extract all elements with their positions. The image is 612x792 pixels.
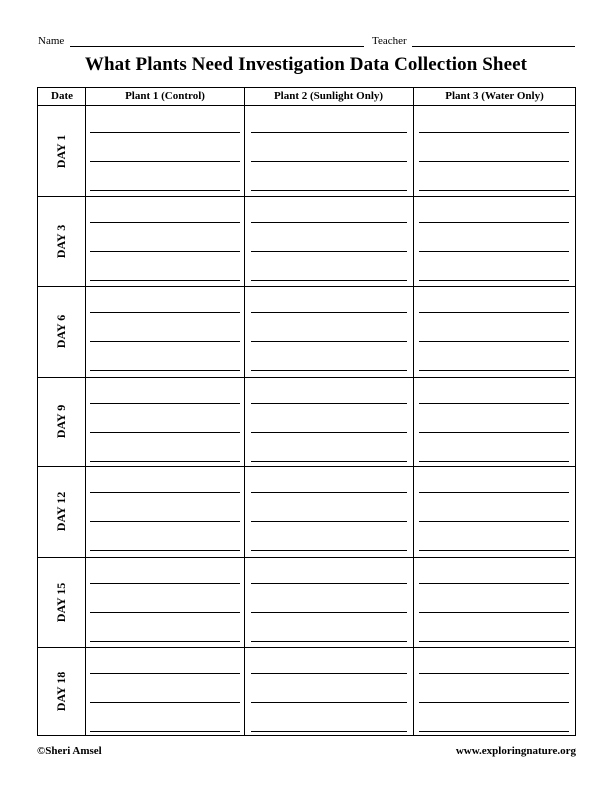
column-header-plant-3: Plant 3 (Water Only)	[445, 90, 544, 102]
writing-line[interactable]	[251, 461, 407, 462]
column-header-date: Date	[51, 90, 73, 102]
writing-line[interactable]	[90, 673, 240, 674]
writing-line[interactable]	[419, 521, 569, 522]
writing-line[interactable]	[251, 521, 407, 522]
writing-line[interactable]	[251, 583, 407, 584]
website-link[interactable]: www.exploringnature.org	[455, 745, 576, 757]
name-label: Name	[38, 35, 65, 47]
writing-line[interactable]	[419, 641, 569, 642]
writing-line[interactable]	[419, 403, 569, 404]
row-divider	[38, 647, 575, 648]
row-label-day-3: DAY 3	[54, 224, 69, 258]
teacher-field[interactable]	[412, 46, 575, 47]
writing-line[interactable]	[90, 403, 240, 404]
writing-line[interactable]	[419, 492, 569, 493]
writing-line[interactable]	[419, 731, 569, 732]
writing-line[interactable]	[90, 132, 240, 133]
writing-line[interactable]	[90, 641, 240, 642]
writing-line[interactable]	[251, 280, 407, 281]
writing-line[interactable]	[251, 673, 407, 674]
writing-line[interactable]	[90, 251, 240, 252]
header-line	[38, 33, 578, 49]
writing-line[interactable]	[251, 550, 407, 551]
writing-line[interactable]	[251, 251, 407, 252]
writing-line[interactable]	[251, 731, 407, 732]
writing-line[interactable]	[90, 702, 240, 703]
row-divider	[38, 286, 575, 287]
row-label-day-9: DAY 9	[54, 404, 69, 439]
writing-line[interactable]	[251, 612, 407, 613]
writing-line[interactable]	[419, 190, 569, 191]
writing-line[interactable]	[251, 222, 407, 223]
writing-line[interactable]	[251, 370, 407, 371]
row-divider	[38, 377, 575, 378]
writing-line[interactable]	[419, 280, 569, 281]
writing-line[interactable]	[251, 312, 407, 313]
writing-line[interactable]	[251, 641, 407, 642]
writing-line[interactable]	[251, 492, 407, 493]
teacher-label: Teacher	[372, 35, 407, 47]
writing-line[interactable]	[90, 583, 240, 584]
data-table	[37, 87, 576, 736]
writing-line[interactable]	[419, 461, 569, 462]
row-label-day-18: DAY 18	[54, 671, 69, 712]
writing-line[interactable]	[419, 702, 569, 703]
writing-line[interactable]	[90, 370, 240, 371]
writing-line[interactable]	[419, 312, 569, 313]
writing-line[interactable]	[251, 190, 407, 191]
writing-line[interactable]	[90, 461, 240, 462]
writing-line[interactable]	[90, 731, 240, 732]
writing-line[interactable]	[251, 132, 407, 133]
writing-line[interactable]	[419, 251, 569, 252]
writing-line[interactable]	[90, 280, 240, 281]
writing-line[interactable]	[419, 370, 569, 371]
row-label-day-6: DAY 6	[54, 314, 69, 349]
writing-line[interactable]	[90, 492, 240, 493]
column-divider	[413, 88, 414, 735]
writing-line[interactable]	[90, 222, 240, 223]
writing-line[interactable]	[419, 161, 569, 162]
row-divider	[38, 466, 575, 467]
writing-line[interactable]	[251, 161, 407, 162]
writing-line[interactable]	[419, 432, 569, 433]
row-divider	[38, 557, 575, 558]
writing-line[interactable]	[90, 161, 240, 162]
writing-line[interactable]	[90, 521, 240, 522]
writing-line[interactable]	[90, 550, 240, 551]
column-header-plant-2: Plant 2 (Sunlight Only)	[273, 90, 384, 102]
writing-line[interactable]	[90, 432, 240, 433]
column-divider	[244, 88, 245, 735]
row-label-day-1: DAY 1	[54, 134, 69, 168]
name-field[interactable]	[70, 46, 364, 47]
writing-line[interactable]	[251, 341, 407, 342]
row-label-day-12: DAY 12	[54, 491, 69, 532]
copyright-text: ©Sheri Amsel	[37, 745, 102, 757]
writing-line[interactable]	[419, 550, 569, 551]
column-header-plant-1: Plant 1 (Control)	[125, 90, 205, 102]
header-divider	[38, 105, 575, 106]
writing-line[interactable]	[419, 132, 569, 133]
writing-line[interactable]	[419, 583, 569, 584]
writing-line[interactable]	[251, 702, 407, 703]
writing-line[interactable]	[251, 432, 407, 433]
writing-line[interactable]	[251, 403, 407, 404]
writing-line[interactable]	[419, 673, 569, 674]
writing-line[interactable]	[90, 190, 240, 191]
row-divider	[38, 196, 575, 197]
writing-line[interactable]	[90, 341, 240, 342]
row-label-day-15: DAY 15	[54, 582, 69, 622]
writing-line[interactable]	[90, 312, 240, 313]
writing-line[interactable]	[419, 612, 569, 613]
writing-line[interactable]	[419, 341, 569, 342]
page-title: What Plants Need Investigation Data Collection Sheet	[84, 54, 528, 75]
writing-line[interactable]	[90, 612, 240, 613]
writing-line[interactable]	[419, 222, 569, 223]
